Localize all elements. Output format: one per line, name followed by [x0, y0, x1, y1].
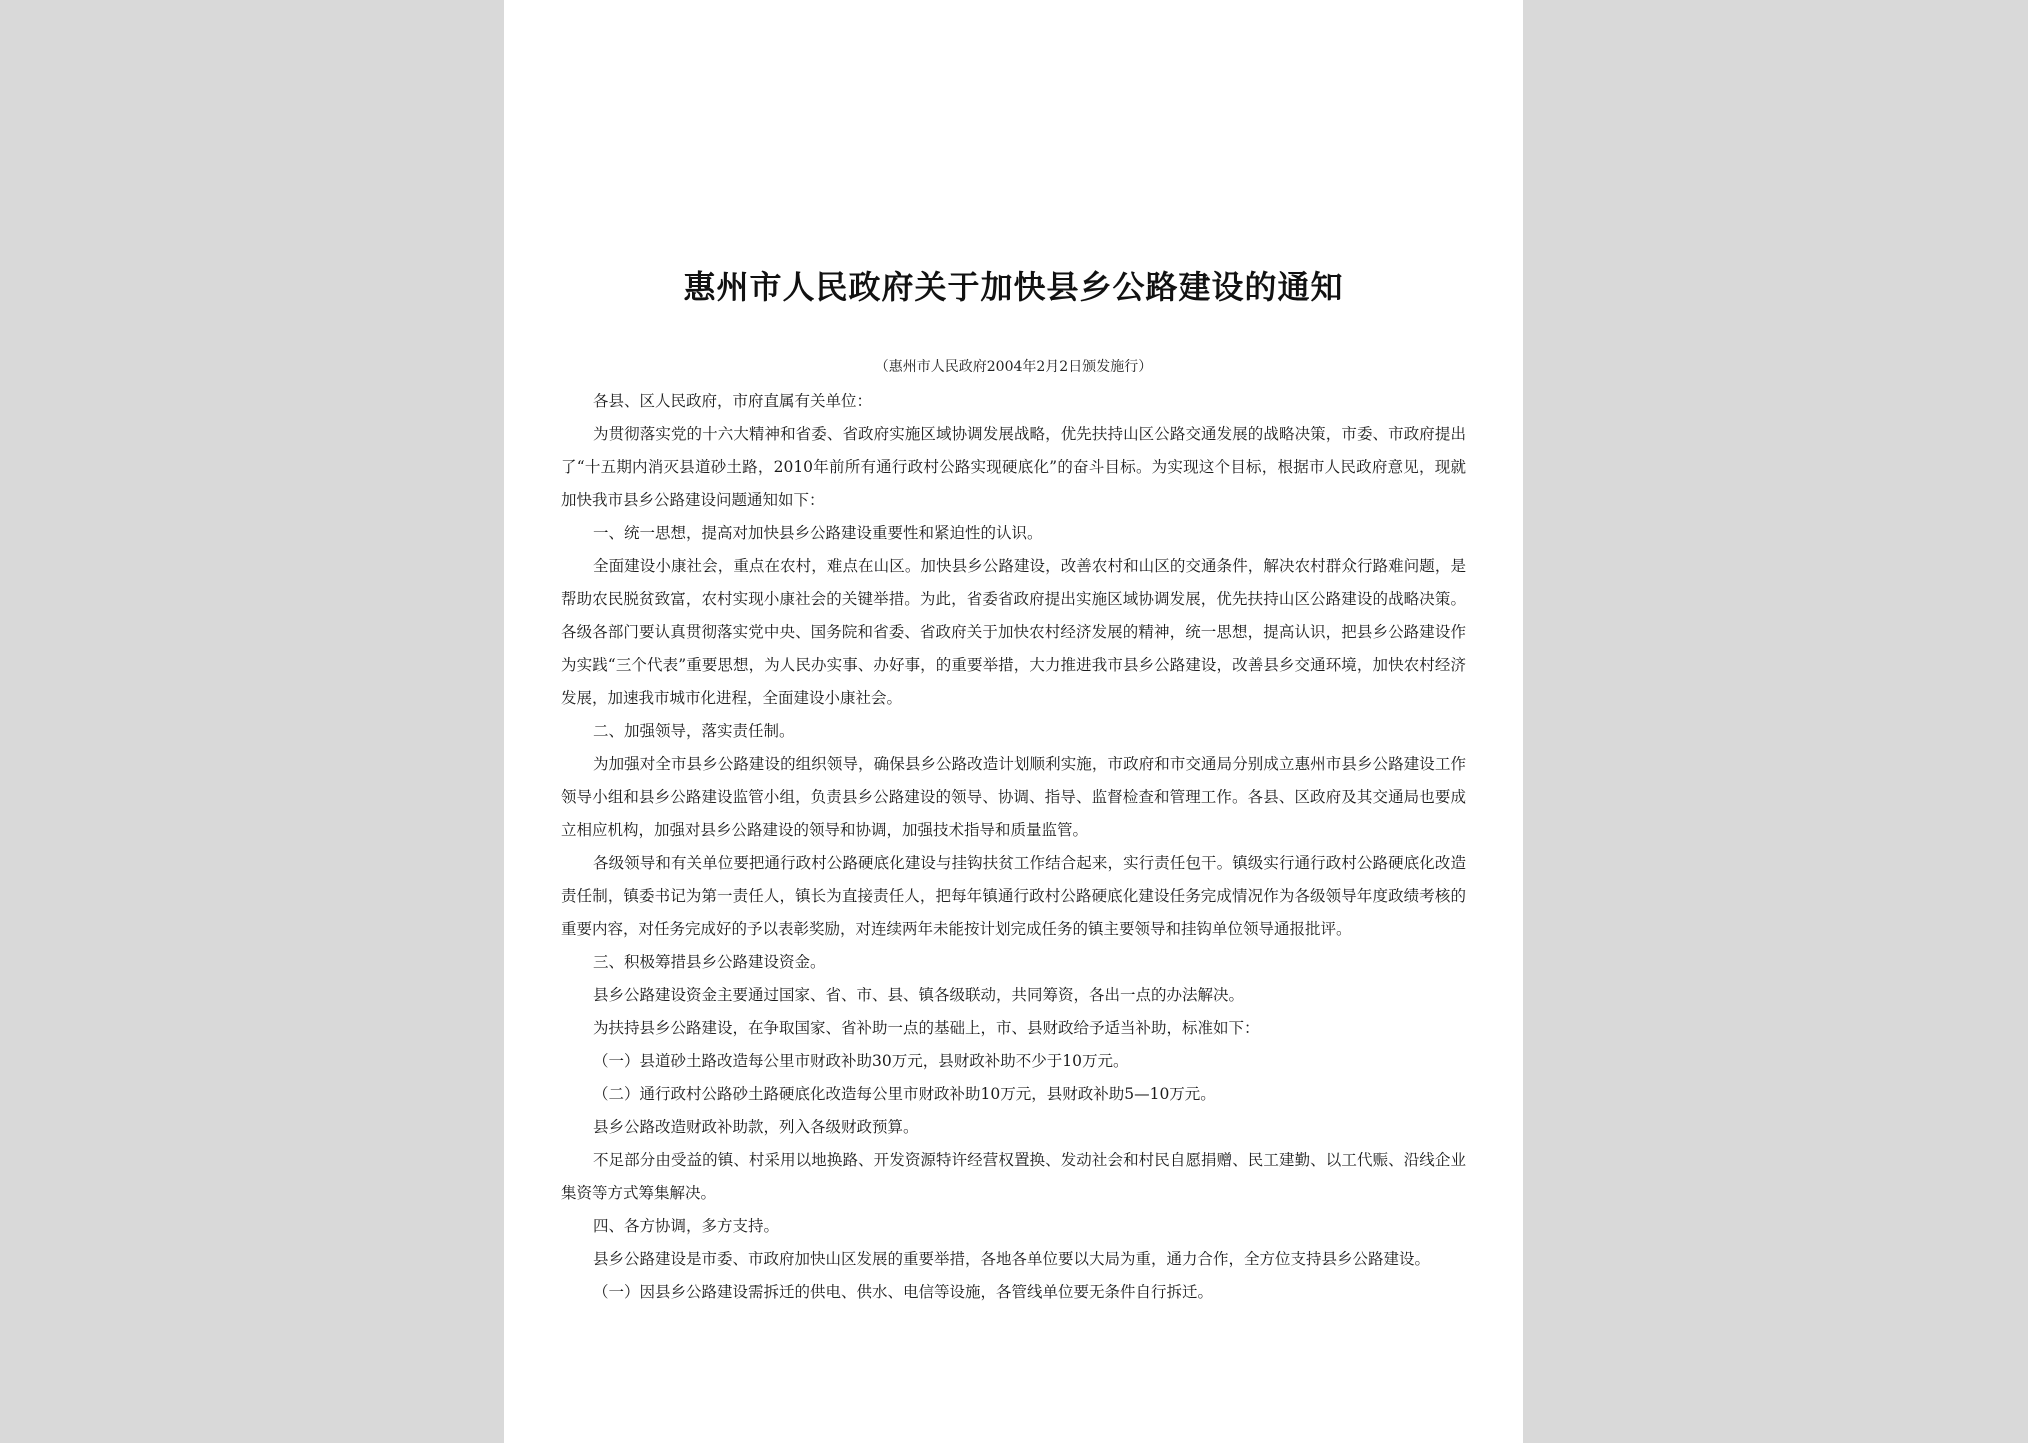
document-page — [504, 0, 1523, 1443]
document-title: 惠州市人民政府关于加快县乡公路建设的通知 — [683, 268, 1344, 306]
paragraph: 为扶持县乡公路建设，在争取国家、省补助一点的基础上，市、县财政给予适当补助，标准如下： — [593, 1019, 1260, 1037]
document-body — [561, 385, 1466, 1309]
paragraph: 县乡公路建设是市委、市政府加快山区发展的重要举措，各地各单位要以大局为重，通力合作，全方位支持县乡公路建设。 — [593, 1250, 1431, 1268]
paragraph: 县乡公路改造财政补助款，列入各级财政预算。 — [593, 1118, 919, 1136]
section-heading: 四、各方协调，多方支持。 — [593, 1217, 780, 1235]
list-item: （一）县道砂土路改造每公里市财政补助30万元，县财政补助不少于10万元。 — [593, 1052, 1129, 1070]
section-heading: 一、统一思想，提高对加快县乡公路建设重要性和紧迫性的认识。 — [593, 524, 1043, 542]
paragraph: 各县、区人民政府，市府直属有关单位： — [593, 392, 873, 410]
paragraph: 各级领导和有关单位要把通行政村公路硬底化建设与挂钩扶贫工作结合起来，实行责任包干。镇级实行通行政村公路硬底化改造责任制，镇委书记为第一责任人，镇长为直接责任人，把每年镇通行政村公路硬底化建设任务完成情况作为各级领导年度政绩考核的重要内容，对任务完成好的予以表彰奖励，对连续两年未能按计划完成任务的镇主要领导和挂钩单位领导通报批评。 — [561, 854, 1466, 938]
document-subtitle: （惠州市人民政府2004年2月2日颁发施行） — [874, 359, 1153, 375]
paragraph: 为加强对全市县乡公路建设的组织领导，确保县乡公路改造计划顺利实施，市政府和市交通局分别成立惠州市县乡公路建设工作领导小组和县乡公路建设监管小组，负责县乡公路建设的领导、协调、指导、监督检查和管理工作。各县、区政府及其交通局也要成立相应机构，加强对县乡公路建设的领导和协调，加强技术指导和质量监管。 — [561, 755, 1466, 839]
section-heading: 三、积极筹措县乡公路建设资金。 — [593, 953, 826, 971]
paragraph: 为贯彻落实党的十六大精神和省委、省政府实施区域协调发展战略，优先扶持山区公路交通发展的战略决策，市委、市政府提出了“十五期内消灭县道砂土路，2010年前所有通行政村公路实现硬底化”的奋斗目标。为实现这个目标，根据市人民政府意见，现就加快我市县乡公路建设问题通知如下： — [561, 425, 1466, 509]
list-item: （一）因县乡公路建设需拆迁的供电、供水、电信等设施，各管线单位要无条件自行拆迁。 — [593, 1283, 1214, 1301]
list-item: （二）通行政村公路砂土路硬底化改造每公里市财政补助10万元，县财政补助5—10万元。 — [593, 1085, 1216, 1103]
section-heading: 二、加强领导，落实责任制。 — [593, 722, 795, 740]
paragraph: 县乡公路建设资金主要通过国家、省、市、县、镇各级联动，共同筹资，各出一点的办法解决。 — [593, 986, 1245, 1004]
paragraph: 不足部分由受益的镇、村采用以地换路、开发资源特许经营权置换、发动社会和村民自愿捐赠、民工建勤、以工代赈、沿线企业集资等方式筹集解决。 — [561, 1151, 1466, 1202]
paragraph: 全面建设小康社会，重点在农村，难点在山区。加快县乡公路建设，改善农村和山区的交通条件，解决农村群众行路难问题，是帮助农民脱贫致富，农村实现小康社会的关键举措。为此，省委省政府提出实施区域协调发展，优先扶持山区公路建设的战略决策。各级各部门要认真贯彻落实党中央、国务院和省委、省政府关于加快农村经济发展的精神，统一思想，提高认识，把县乡公路建设作为实践“三个代表”重要思想，为人民办实事、办好事，的重要举措，大力推进我市县乡公路建设，改善县乡交通环境，加快农村经济发展，加速我市城市化进程，全面建设小康社会。 — [561, 557, 1466, 707]
